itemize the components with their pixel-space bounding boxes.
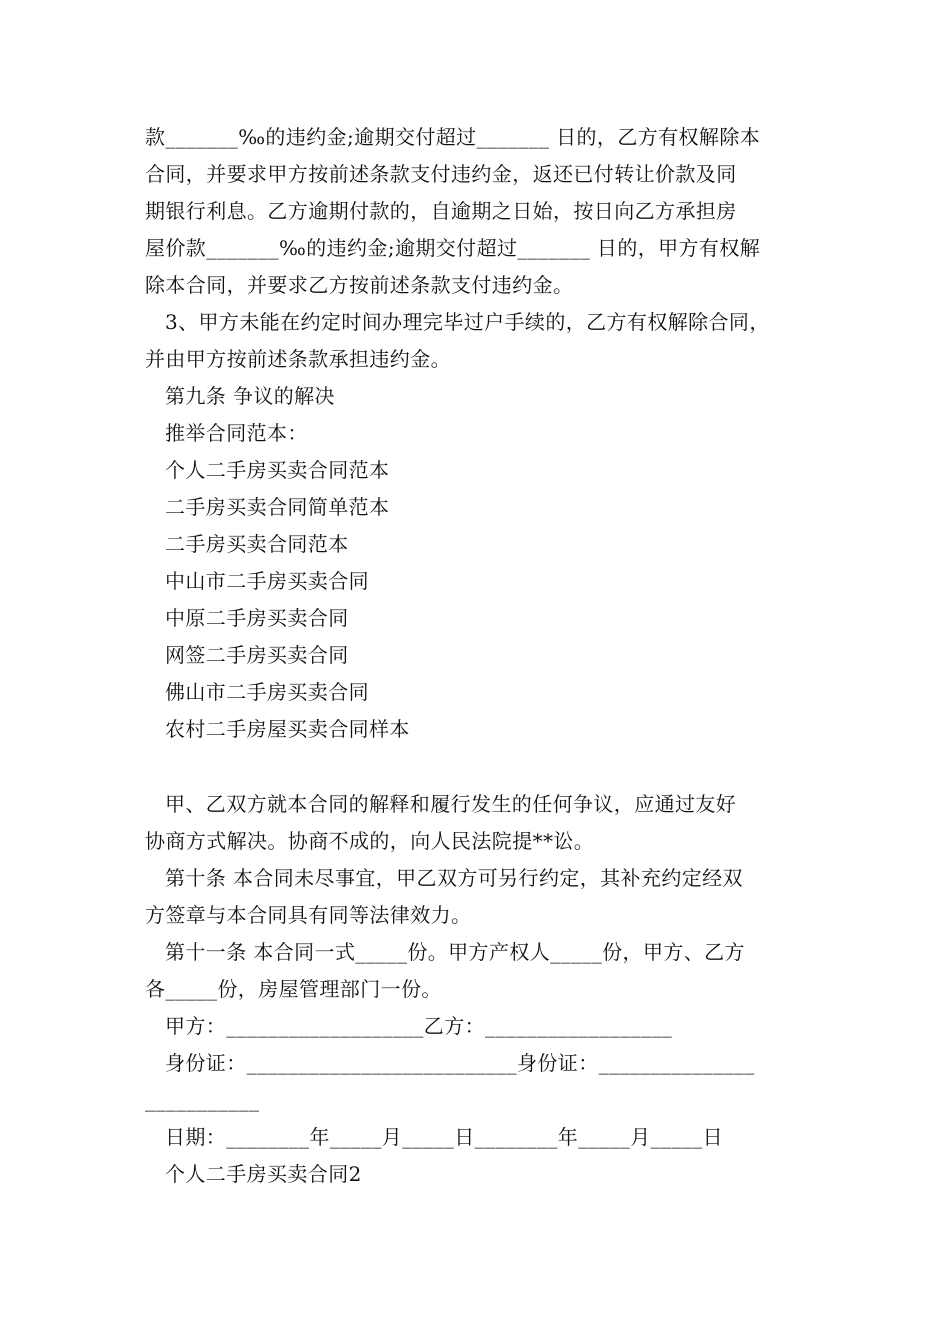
paragraph-line: 期银行利息。乙方逾期付款的，自逾期之日始，按日向乙方承担房 xyxy=(145,199,737,223)
paragraph-line: 方签章与本合同具有同等法律效力。 xyxy=(145,903,472,927)
recommend-link-item: 中山市二手房买卖合同 xyxy=(165,569,369,593)
paragraph-line: 协商方式解决。协商不成的，向人民法院提**讼。 xyxy=(145,829,595,853)
recommend-heading: 推举合同范本： xyxy=(165,421,308,445)
paragraph-line: 并由甲方按前述条款承担违约金。 xyxy=(145,347,451,371)
id-card-line: 身份证：__________________________身份证：_______________ xyxy=(165,1051,755,1075)
recommend-link-item: 佛山市二手房买卖合同 xyxy=(165,680,369,704)
date-line: 日期：________年_____月_____日________年_____月_____日 xyxy=(165,1125,723,1149)
article-11-line: 第十一条 本合同一式_____份。甲方产权人_____份，甲方、乙方 xyxy=(165,940,745,964)
clause-3-line: 3、甲方未能在约定时间办理完毕过户手续的，乙方有权解除合同， xyxy=(165,310,770,334)
recommend-link-item: 二手房买卖合同范本 xyxy=(165,532,349,556)
article-10-line: 第十条 本合同未尽事宜，甲乙双方可另行约定，其补充约定经双 xyxy=(165,866,743,890)
recommend-link-item: 网签二手房买卖合同 xyxy=(165,643,349,667)
recommend-link-item: 个人二手房买卖合同范本 xyxy=(165,458,390,482)
recommend-link-item: 农村二手房屋买卖合同样本 xyxy=(165,717,410,741)
party-signature-line: 甲方：___________________乙方：__________________ xyxy=(165,1014,673,1038)
paragraph-line: 除本合同，并要求乙方按前述条款支付违约金。 xyxy=(145,273,574,297)
paragraph-line: 甲、乙双方就本合同的解释和履行发生的任何争议，应通过友好 xyxy=(165,792,737,816)
paragraph-line: 合同，并要求甲方按前述条款支付违约金，返还已付转让价款及同 xyxy=(145,162,737,186)
paragraph-line: 款_______‰的违约金;逾期交付超过_______ 日的，乙方有权解除本 xyxy=(145,125,761,149)
paragraph-line: 屋价款_______‰的违约金;逾期交付超过_______ 日的，甲方有权解 xyxy=(145,236,761,260)
id-card-line-cont: ___________ xyxy=(145,1088,260,1112)
paragraph-line: 各_____份，房屋管理部门一份。 xyxy=(145,977,442,1001)
recommend-link-item: 二手房买卖合同简单范本 xyxy=(165,495,390,519)
section-title: 个人二手房买卖合同2 xyxy=(165,1162,362,1186)
recommend-link-item: 中原二手房买卖合同 xyxy=(165,606,349,630)
article-9-heading: 第九条 争议的解决 xyxy=(165,384,335,408)
